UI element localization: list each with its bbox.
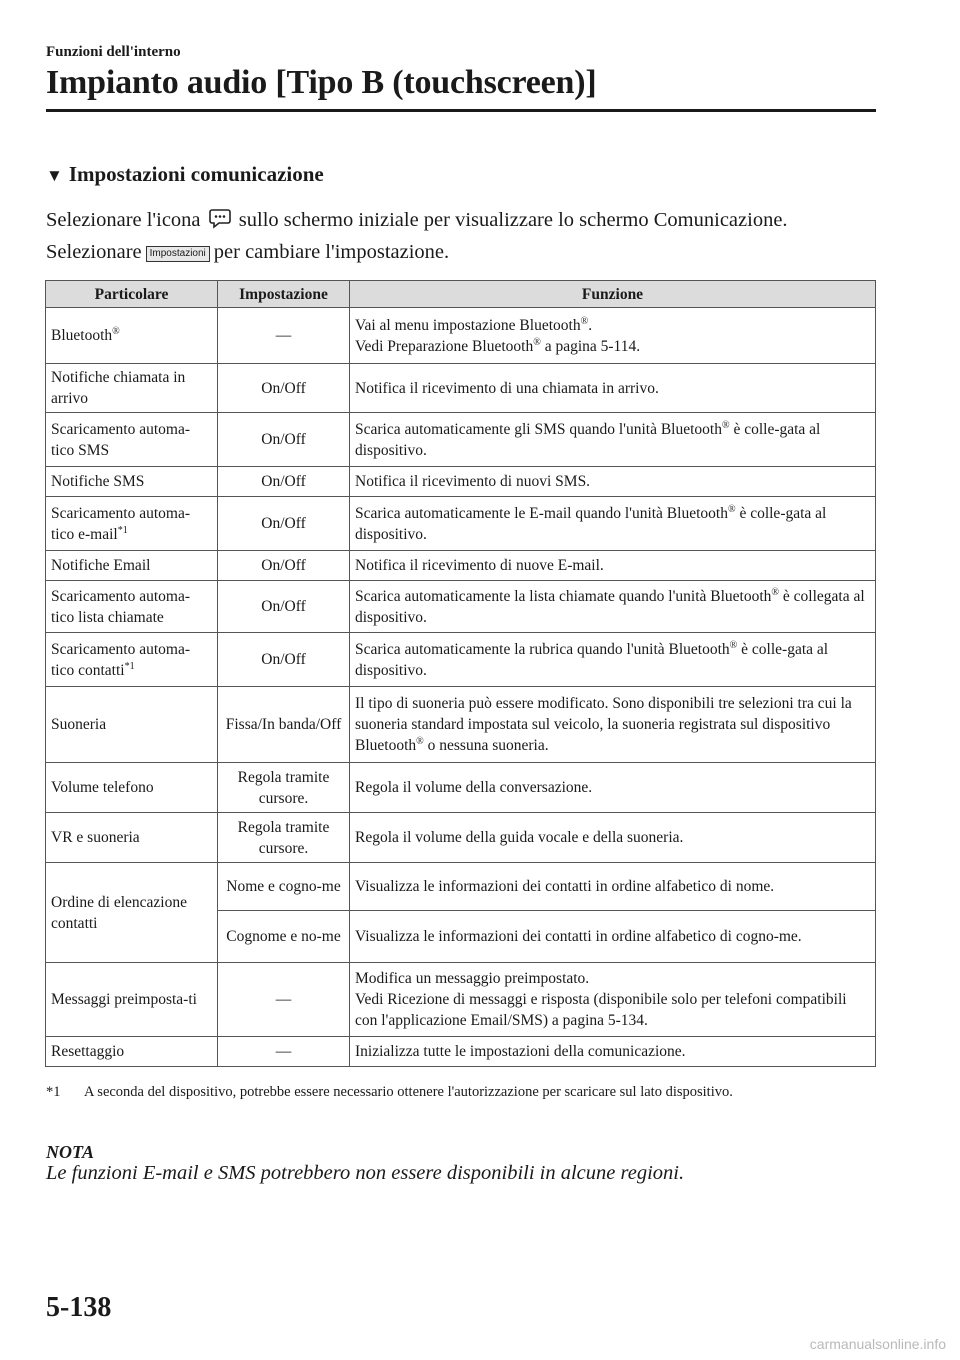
cell-particolare: Scaricamento automa-tico SMS bbox=[46, 413, 218, 467]
cell-funzione: Regola il volume della guida vocale e della suoneria. bbox=[350, 813, 876, 863]
cell-particolare: Messaggi preimposta-ti bbox=[46, 963, 218, 1037]
cell-text: è colle-gata al dispositivo. bbox=[355, 504, 827, 543]
registered-mark: ® bbox=[416, 735, 424, 747]
table-row bbox=[46, 497, 876, 551]
intro-text: Selezionare bbox=[46, 241, 142, 263]
cell-funzione bbox=[350, 963, 876, 1037]
cell-text: Bluetooth bbox=[51, 327, 113, 344]
cell-funzione bbox=[350, 633, 876, 687]
table-row bbox=[46, 364, 876, 413]
registered-mark: ® bbox=[721, 419, 730, 431]
cell-funzione bbox=[350, 497, 876, 551]
registered-mark: ® bbox=[533, 336, 541, 348]
table-row bbox=[46, 687, 876, 763]
cell-impostazione: On/Off bbox=[218, 551, 350, 581]
section-label: Funzioni dell'interno bbox=[46, 44, 181, 60]
cell-text: a pagina 5-114. bbox=[540, 337, 641, 355]
cell-impostazione: On/Off bbox=[218, 467, 350, 497]
cell-text: Scarica automaticamente la rubrica quando l'unità Bluetooth bbox=[355, 640, 730, 658]
registered-mark: ® bbox=[727, 503, 736, 515]
cell-funzione: Regola il volume della conversazione. bbox=[350, 763, 876, 813]
cell-funzione bbox=[350, 687, 876, 763]
cell-impostazione: Nome e cogno-me bbox=[218, 863, 350, 911]
cell-funzione: Notifica il ricevimento di nuove E-mail. bbox=[350, 551, 876, 581]
cell-particolare bbox=[46, 497, 218, 551]
cell-impostazione: — bbox=[218, 308, 350, 364]
header-funzione: Funzione bbox=[350, 281, 876, 308]
note-label: NOTA bbox=[46, 1142, 95, 1162]
cell-text: Scarica automaticamente la lista chiamate quando l'unità Bluetooth bbox=[355, 587, 772, 605]
cell-impostazione: On/Off bbox=[218, 581, 350, 633]
cell-particolare: Notifiche chiamata in arrivo bbox=[46, 364, 218, 413]
cell-text: Vedi Preparazione Bluetooth bbox=[355, 337, 534, 355]
page-number: 5-138 bbox=[46, 1292, 112, 1323]
table-row bbox=[46, 633, 876, 687]
footnote-mark: *1 bbox=[46, 1084, 61, 1100]
message-bubble-icon bbox=[208, 206, 232, 230]
section-heading bbox=[46, 162, 324, 187]
cell-impostazione: On/Off bbox=[218, 364, 350, 413]
section-heading-text: Impostazioni comunicazione bbox=[68, 162, 324, 186]
table-row bbox=[46, 863, 876, 911]
cell-text: è colle-gata al dispositivo. bbox=[355, 640, 829, 679]
cell-text: Scarica automaticamente gli SMS quando l'unità Bluetooth bbox=[355, 420, 722, 438]
table-row bbox=[46, 581, 876, 633]
cell-text: Modifica un messaggio preimpostato. bbox=[355, 970, 590, 987]
cell-text: o nessuna suoneria. bbox=[423, 737, 549, 754]
title-divider bbox=[46, 109, 876, 112]
cell-funzione bbox=[350, 308, 876, 364]
table-row bbox=[46, 467, 876, 497]
cell-impostazione: On/Off bbox=[218, 633, 350, 687]
table-row bbox=[46, 763, 876, 813]
cell-text: Scarica automaticamente le E-mail quando l'unità Bluetooth bbox=[355, 504, 728, 522]
cell-text: è collegata al dispositivo. bbox=[355, 587, 865, 626]
cell-text: . bbox=[588, 316, 593, 334]
footnote-ref: *1 bbox=[124, 660, 135, 672]
cell-funzione: Visualizza le informazioni dei contatti in ordine alfabetico di cogno-me. bbox=[350, 911, 876, 963]
table-header-row bbox=[46, 281, 876, 308]
cell-particolare: Notifiche Email bbox=[46, 551, 218, 581]
footnote-text: A seconda del dispositivo, potrebbe essere necessario ottenere l'autorizzazione per scaricare sul lato dispositivo. bbox=[84, 1084, 733, 1100]
table-row bbox=[46, 963, 876, 1037]
cell-text: Scaricamento automa-tico e-mail bbox=[51, 504, 191, 543]
cell-particolare: Suoneria bbox=[46, 687, 218, 763]
registered-mark: ® bbox=[729, 639, 738, 651]
cell-impostazione: On/Off bbox=[218, 497, 350, 551]
intro-text: Selezionare l'icona bbox=[46, 209, 201, 231]
cell-impostazione: Cognome e no-me bbox=[218, 911, 350, 963]
cell-text: Scaricamento automa-tico contatti bbox=[51, 640, 191, 679]
cell-funzione: Inizializza tutte le impostazioni della comunicazione. bbox=[350, 1037, 876, 1067]
footnote bbox=[46, 1082, 876, 1102]
cell-impostazione: On/Off bbox=[218, 413, 350, 467]
cell-text: è colle-gata al dispositivo. bbox=[355, 420, 821, 459]
table-row bbox=[46, 308, 876, 364]
intro-text: sullo schermo iniziale per visualizzare lo schermo Comunicazione. bbox=[238, 209, 788, 231]
cell-particolare: Volume telefono bbox=[46, 763, 218, 813]
footnote-ref: *1 bbox=[117, 524, 128, 536]
registered-mark: ® bbox=[580, 315, 589, 327]
cell-impostazione: — bbox=[218, 1037, 350, 1067]
cell-impostazione: — bbox=[218, 963, 350, 1037]
cell-impostazione: Regola tramite cursore. bbox=[218, 763, 350, 813]
cell-particolare: VR e suoneria bbox=[46, 813, 218, 863]
watermark: carmanualsonline.info bbox=[809, 1336, 946, 1352]
cell-funzione: Notifica il ricevimento di nuovi SMS. bbox=[350, 467, 876, 497]
cell-particolare: Ordine di elencazione contatti bbox=[46, 863, 218, 963]
note-text: Le funzioni E-mail e SMS potrebbero non essere disponibili in alcune regioni. bbox=[46, 1162, 685, 1184]
cell-funzione: Notifica il ricevimento di una chiamata in arrivo. bbox=[350, 364, 876, 413]
page-title: Impianto audio [Tipo B (touchscreen)] bbox=[46, 64, 597, 101]
cell-impostazione: Regola tramite cursore. bbox=[218, 813, 350, 863]
intro-text: per cambiare l'impostazione. bbox=[213, 241, 450, 263]
triangle-down-icon: ▼ bbox=[46, 166, 63, 185]
cell-funzione: Visualizza le informazioni dei contatti in ordine alfabetico di nome. bbox=[350, 863, 876, 911]
cell-particolare bbox=[46, 308, 218, 364]
intro-line-2 bbox=[46, 238, 876, 266]
table-row bbox=[46, 413, 876, 467]
cell-text: Il tipo di suoneria può essere modificato. Sono disponibili tre selezioni tra cui la suoneria standard impostata sul veicolo, la suoneria registrata sul dispositivo Bluetooth bbox=[355, 695, 852, 754]
table-row bbox=[46, 1037, 876, 1067]
impostazioni-button: Impostazioni bbox=[146, 246, 210, 262]
cell-text: Vai al menu impostazione Bluetooth bbox=[355, 316, 581, 334]
cell-particolare: Notifiche SMS bbox=[46, 467, 218, 497]
cell-impostazione: Fissa/In banda/Off bbox=[218, 687, 350, 763]
cell-funzione bbox=[350, 413, 876, 467]
cell-particolare bbox=[46, 633, 218, 687]
registered-mark: ® bbox=[771, 586, 780, 598]
cell-particolare: Scaricamento automa-tico lista chiamate bbox=[46, 581, 218, 633]
table-row bbox=[46, 813, 876, 863]
cell-funzione bbox=[350, 581, 876, 633]
settings-table bbox=[45, 280, 876, 1067]
header-impostazione: Impostazione bbox=[218, 281, 350, 308]
registered-mark: ® bbox=[112, 325, 120, 337]
intro-line-1 bbox=[46, 206, 876, 234]
cell-particolare: Resettaggio bbox=[46, 1037, 218, 1067]
table-row bbox=[46, 551, 876, 581]
cell-text: Vedi Ricezione di messaggi e risposta (disponibile solo per telefoni compatibili con l'applicazione Email/SMS) a pagina 5-134. bbox=[355, 991, 847, 1029]
header-particolare: Particolare bbox=[46, 281, 218, 308]
